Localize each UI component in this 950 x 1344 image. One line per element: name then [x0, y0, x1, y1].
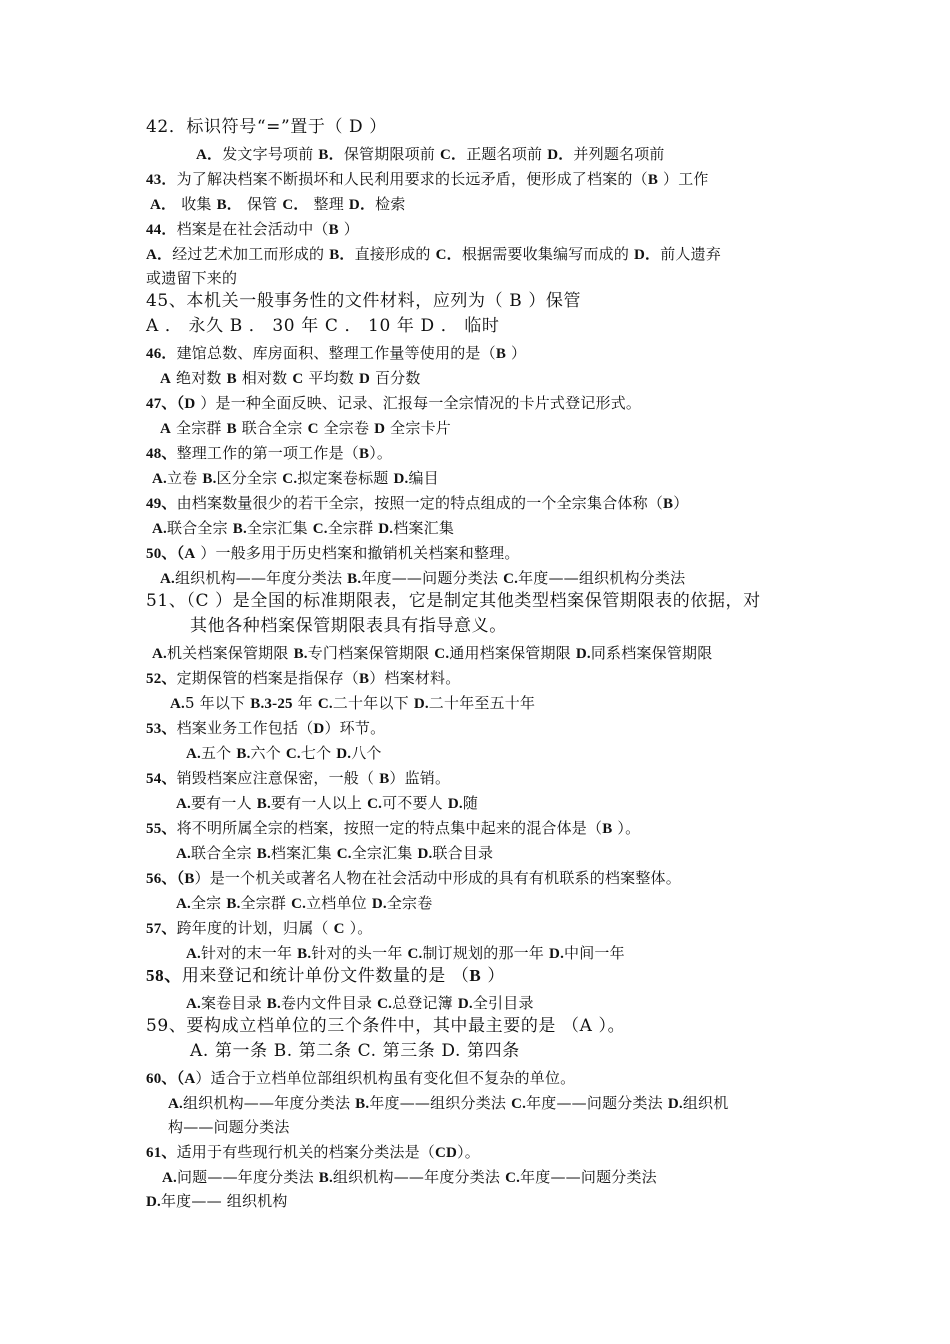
bold-text: C.: [377, 996, 393, 1012]
text-span: ）一般多用于历史档案和撤销机关档案和整理。: [195, 544, 520, 562]
bold-text: B.: [256, 796, 271, 812]
text-line: [146, 1016, 625, 1036]
text-span: 直接形成的: [354, 245, 436, 263]
bold-text: A.: [170, 696, 185, 712]
bold-text: B: [359, 671, 370, 687]
text-line: [168, 1093, 728, 1114]
text-line: [146, 718, 385, 739]
bold-text: C.: [336, 846, 352, 862]
bold-text: B．: [329, 247, 355, 263]
text-span: 制订规划的那一年: [422, 944, 550, 962]
text-line: [186, 943, 625, 964]
text-span: 51、（C ）是全国的标准期限表，它是制定其他类型档案保管期限表的依据，对: [146, 591, 761, 611]
text-span: 要有一人: [190, 794, 257, 812]
bold-text: B: [328, 222, 339, 238]
text-span: 联合全宗: [236, 419, 308, 437]
bold-text: D: [374, 421, 386, 437]
text-span: 适用于有些现行机关的档案分类法是（: [176, 1143, 436, 1161]
bold-text: C.: [282, 471, 298, 487]
bold-text: A: [160, 421, 172, 437]
text-span: 中间一年: [564, 944, 625, 962]
text-span: 联合目录: [432, 844, 494, 862]
bold-text: D: [358, 371, 370, 387]
text-span: 专门档案保管期限: [307, 644, 435, 662]
text-span: 年度——组织分类法: [369, 1094, 512, 1112]
text-span: ）工作: [658, 170, 709, 188]
text-line: [152, 518, 454, 539]
text-span: 要有一人以上: [270, 794, 368, 812]
bold-text: D: [184, 396, 196, 412]
bold-text: A.: [186, 946, 201, 962]
text-span: 立卷: [166, 469, 203, 487]
bold-text: A．: [146, 247, 173, 263]
text-line: [146, 316, 500, 336]
text-span: 区分全宗: [216, 469, 283, 487]
text-span: 全宗卷: [318, 419, 375, 437]
text-line: [152, 643, 712, 664]
text-span: 相对数: [236, 369, 293, 387]
bold-text: 54、: [146, 771, 177, 787]
bold-text: D.: [549, 946, 565, 962]
text-span: 针对的末一年: [200, 944, 298, 962]
text-span: 全宗群: [171, 419, 227, 437]
text-span: 百分数: [370, 369, 421, 387]
text-span: 用来登记和统计单份文件数量的是 （: [181, 966, 470, 986]
bold-text: C．: [282, 197, 309, 213]
bold-text: A: [160, 371, 172, 387]
text-span: 组织机: [682, 1094, 729, 1112]
bold-text: 53、: [146, 721, 177, 737]
bold-text: B.: [202, 471, 217, 487]
bold-text: C.: [434, 646, 450, 662]
text-line: [146, 291, 581, 311]
bold-text: 49、: [146, 496, 177, 512]
text-span: 全宗汇集: [351, 844, 418, 862]
text-span: 档案汇集: [393, 519, 455, 537]
text-span: 前人遗弃: [660, 245, 722, 263]
text-line: [146, 268, 237, 288]
bold-text: A.: [152, 521, 167, 537]
text-line: [150, 194, 406, 215]
text-line: [146, 966, 505, 986]
bold-text: D.: [447, 796, 463, 812]
text-span: 全宗: [190, 894, 227, 912]
text-span: 年度—— 组织机构: [160, 1192, 288, 1210]
text-span: 全引目录: [472, 994, 534, 1012]
text-line: [146, 543, 520, 564]
text-line: [176, 893, 432, 914]
bold-text: B: [469, 966, 482, 985]
text-line: [146, 493, 688, 514]
text-span: 5 年以下: [184, 694, 251, 712]
bold-text: D: [313, 721, 325, 737]
text-span: 档案汇集: [270, 844, 337, 862]
text-span: ）是一种全面反映、记录、汇报每一全宗情况的卡片式登记形式。: [195, 394, 642, 412]
text-line: [176, 793, 478, 814]
text-line: [146, 868, 681, 889]
bold-text: A.: [186, 996, 201, 1012]
bold-text: D.: [336, 746, 352, 762]
text-span: 年度——问题分类法: [526, 1094, 668, 1112]
bold-text: B.: [318, 1170, 333, 1186]
text-span: 通用档案保管期限: [449, 644, 576, 662]
text-span: 收集: [176, 195, 217, 213]
text-span: 问题——年度分类法: [176, 1168, 319, 1186]
bold-text: B: [495, 346, 507, 362]
text-span: 可不要人: [382, 794, 448, 812]
text-span: ）: [673, 494, 689, 512]
bold-text: C.: [511, 1096, 527, 1112]
bold-text: B.: [355, 1096, 370, 1112]
text-line: [152, 468, 439, 489]
bold-text: B.: [256, 846, 271, 862]
bold-text: A.: [152, 471, 167, 487]
bold-text: 50、（: [146, 546, 185, 562]
bold-text: D.: [413, 696, 429, 712]
bold-text: B.: [297, 946, 312, 962]
text-span: 正题名项前: [466, 145, 548, 163]
bold-text: B: [184, 871, 195, 887]
text-line: [186, 993, 534, 1014]
text-span: 案卷目录: [200, 994, 267, 1012]
bold-text: 60、（: [146, 1071, 185, 1087]
text-span: 针对的头一年: [311, 944, 408, 962]
bold-text: A.: [152, 646, 167, 662]
bold-text: B: [226, 371, 237, 387]
text-line: [146, 343, 526, 364]
text-span: 保管期限项前: [343, 145, 440, 163]
bold-text: C.: [291, 896, 307, 912]
bold-text: A．: [150, 197, 177, 213]
text-span: 跨年度的计划，归属（: [176, 919, 334, 937]
text-span: 经过艺术加工而形成的: [172, 245, 330, 263]
bold-text: C.: [285, 746, 301, 762]
bold-text: C: [307, 421, 319, 437]
bold-text: B.: [226, 896, 241, 912]
bold-text: D．: [348, 197, 376, 213]
text-span: 年度——组织机构分类法: [518, 569, 686, 587]
text-span: 年度——问题分类法: [520, 1168, 657, 1186]
bold-text: D.: [457, 996, 473, 1012]
text-span: ）适合于立档单位部组织机构虽有变化但不复杂的单位。: [195, 1069, 576, 1087]
text-line: [146, 768, 450, 789]
bold-text: B.: [236, 746, 251, 762]
bold-text: A.: [186, 746, 201, 762]
bold-text: A: [184, 1071, 196, 1087]
text-span: 二十年至五十年: [428, 694, 536, 712]
text-span: 组织机构——年度分类法: [174, 569, 348, 587]
bold-text: 44．: [146, 222, 177, 238]
bold-text: B．: [318, 147, 344, 163]
bold-text: D.: [146, 1194, 161, 1210]
bold-text: C.: [312, 521, 328, 537]
bold-text: D.: [378, 521, 394, 537]
text-line: [146, 1191, 288, 1212]
text-span: 59、要构成立档单位的三个条件中，其中最主要的是 （A ）。: [146, 1016, 626, 1036]
text-line: [190, 1041, 520, 1061]
text-span: ）。: [344, 919, 373, 937]
text-span: 编目: [408, 469, 439, 487]
bold-text: 58、: [146, 966, 182, 985]
bold-text: A.: [160, 571, 175, 587]
text-span: 全宗群: [327, 519, 379, 537]
text-span: 五个: [200, 744, 237, 762]
bold-text: 56、（: [146, 871, 185, 887]
text-span: 二十年以下: [332, 694, 414, 712]
text-span: 八个: [351, 744, 382, 762]
text-span: 年: [292, 694, 318, 712]
bold-text: B.: [347, 571, 362, 587]
text-span: ）环节。: [324, 719, 386, 737]
text-line: [146, 117, 387, 137]
text-line: [196, 144, 665, 165]
bold-text: B: [663, 496, 674, 512]
text-span: 联合全宗: [190, 844, 257, 862]
text-span: 全宗卡片: [385, 419, 451, 437]
text-span: 全宗汇集: [246, 519, 313, 537]
bold-text: B: [647, 172, 659, 188]
text-span: 并列题名项前: [573, 145, 665, 163]
text-span: ）: [506, 344, 527, 362]
bold-text: C．: [435, 247, 462, 263]
bold-text: A．: [196, 147, 223, 163]
bold-text: C.: [317, 696, 333, 712]
text-line: [146, 169, 709, 190]
text-span: ）: [481, 966, 505, 986]
text-span: A. 第一条 B. 第二条 C. 第三条 D. 第四条: [190, 1041, 520, 1061]
text-span: 定期保管的档案是指保存（: [176, 669, 360, 687]
bold-text: B．: [216, 197, 242, 213]
text-span: 总登记簿: [392, 994, 458, 1012]
bold-text: D.: [417, 846, 433, 862]
bold-text: B: [602, 821, 613, 837]
bold-text: C.: [505, 1170, 521, 1186]
text-span: 或遗留下来的: [146, 269, 238, 287]
text-span: A ． 永久 B ． 30 年 C ． 10 年 D ． 临时: [146, 316, 500, 336]
text-line: [176, 843, 493, 864]
text-span: 随: [462, 794, 479, 812]
text-line: [170, 693, 535, 714]
bold-text: 47、（: [146, 396, 185, 412]
text-span: 机关档案保管期限: [166, 644, 294, 662]
text-line: [146, 668, 460, 689]
text-span: 42．标识符号“=”置于（ D ）: [146, 117, 387, 137]
text-span: 组织机构——年度分类法: [182, 1094, 356, 1112]
text-span: 销毁档案应注意保密，一般（: [176, 769, 380, 787]
bold-text: B: [226, 421, 237, 437]
text-span: 将不明所属全宗的档案，按照一定的特点集中起来的混合体是（: [176, 819, 603, 837]
bold-text: C.: [367, 796, 383, 812]
bold-text: 52、: [146, 671, 177, 687]
text-span: 联合全宗: [166, 519, 233, 537]
bold-text: D.: [371, 896, 387, 912]
text-line: [190, 616, 507, 636]
bold-text: 55、: [146, 821, 177, 837]
bold-text: B: [359, 446, 370, 462]
text-line: [146, 393, 641, 414]
bold-text: C.: [503, 571, 519, 587]
bold-text: C．: [439, 147, 467, 163]
text-line: [146, 443, 392, 464]
text-span: 全宗群: [240, 894, 292, 912]
bold-text: B.: [266, 996, 281, 1012]
text-line: [146, 591, 761, 611]
text-span: 拟定案卷标题: [297, 469, 394, 487]
text-line: [168, 1117, 290, 1137]
bold-text: A.: [176, 796, 191, 812]
text-line: [186, 743, 382, 764]
text-line: [146, 1142, 480, 1163]
text-span: 档案是在社会活动中（: [176, 220, 329, 238]
bold-text: D.: [575, 646, 591, 662]
bold-text: A.: [168, 1096, 183, 1112]
bold-text: A: [184, 546, 196, 562]
text-line: [160, 418, 451, 439]
text-span: 同系档案保管期限: [590, 644, 713, 662]
text-span: ）是一个机关或著名人物在社会活动中形成的具有有机联系的档案整体。: [194, 869, 681, 887]
text-line: [146, 1068, 575, 1089]
text-span: 卷内文件目录: [280, 994, 378, 1012]
bold-text: 43．: [146, 172, 177, 188]
text-span: 发文字号项前: [222, 145, 319, 163]
bold-text: B: [379, 771, 390, 787]
bold-text: B.: [232, 521, 247, 537]
text-span: 立档单位: [306, 894, 372, 912]
text-span: 全宗卷: [386, 894, 433, 912]
text-span: 检索: [375, 195, 406, 213]
text-span: 档案业务工作包括（: [176, 719, 314, 737]
text-span: 其他各种档案保管期限表具有指导意义。: [190, 616, 507, 636]
text-span: 七个: [300, 744, 337, 762]
bold-text: CD: [435, 1145, 458, 1161]
text-span: 平均数: [303, 369, 359, 387]
text-line: [146, 244, 721, 265]
text-span: ）档案材料。: [369, 669, 461, 687]
text-span: 构——问题分类法: [168, 1118, 290, 1136]
text-span: 45、本机关一般事务性的文件材料，应列为（ B ）保管: [146, 291, 582, 311]
text-span: 由档案数量很少的若干全宗，按照一定的特点组成的一个全宗集合体称（: [176, 494, 664, 512]
text-span: ）监销。: [389, 769, 451, 787]
text-line: [160, 568, 685, 589]
text-line: [146, 219, 359, 240]
text-span: 整理工作的第一项工作是（: [176, 444, 360, 462]
bold-text: 57、: [146, 921, 177, 937]
text-span: 绝对数: [171, 369, 227, 387]
text-span: 为了解决档案不断损坏和人民利用要求的长远矛盾，便形成了档案的（: [176, 170, 648, 188]
text-span: ）: [338, 220, 360, 238]
bold-text: D．: [547, 147, 574, 163]
text-span: ）。: [369, 444, 393, 462]
text-span: 组织机构——年度分类法: [332, 1168, 506, 1186]
bold-text: D．: [634, 247, 661, 263]
text-span: 根据需要收集编写而成的: [461, 245, 634, 263]
bold-text: B.: [293, 646, 308, 662]
bold-text: C.: [407, 946, 423, 962]
bold-text: 48、: [146, 446, 177, 462]
bold-text: B.3-25: [250, 696, 293, 712]
bold-text: A.: [176, 846, 191, 862]
bold-text: 46．: [146, 346, 177, 362]
bold-text: C: [292, 371, 304, 387]
bold-text: A.: [162, 1170, 177, 1186]
text-span: 年度——问题分类法: [361, 569, 504, 587]
text-span: 整理: [308, 195, 349, 213]
text-line: [146, 818, 640, 839]
text-span: ）。: [457, 1143, 480, 1161]
bold-text: 61、: [146, 1145, 177, 1161]
text-span: 建馆总数、库房面积、整理工作量等使用的是（: [176, 344, 496, 362]
text-span: 保管: [241, 195, 283, 213]
bold-text: D.: [667, 1096, 683, 1112]
bold-text: D.: [393, 471, 409, 487]
text-line: [146, 918, 373, 939]
text-line: [160, 368, 421, 389]
bold-text: A.: [176, 896, 191, 912]
text-span: ）。: [612, 819, 641, 837]
text-line: [162, 1167, 657, 1188]
text-span: 六个: [250, 744, 286, 762]
bold-text: C: [333, 921, 345, 937]
